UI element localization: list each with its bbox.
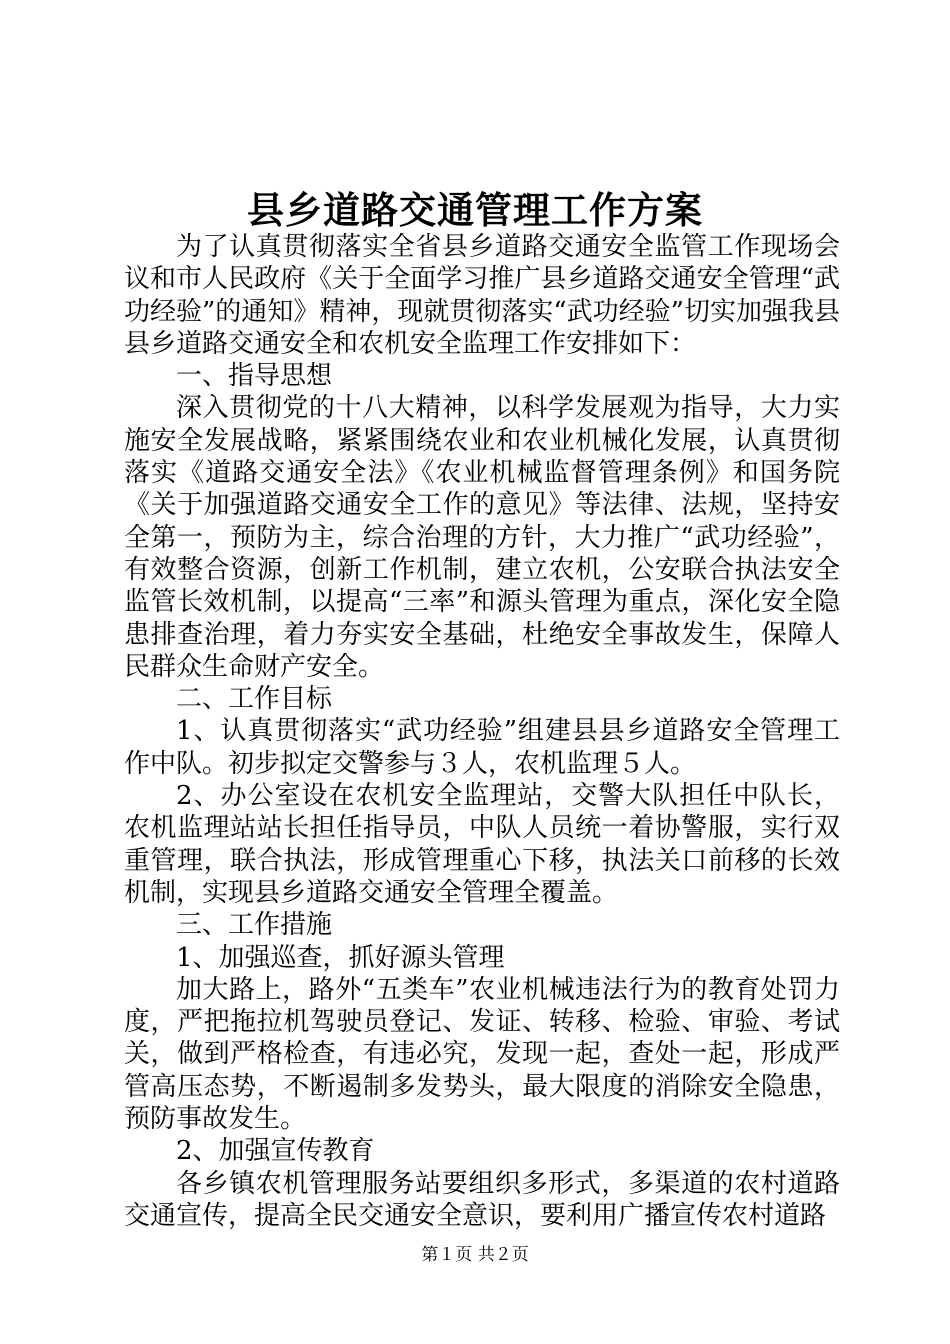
document-title: 县乡道路交通管理工作方案 [247,188,703,232]
body-paragraph: 各乡镇农机管理服务站要组织多形式，多渠道的农村道路交通宣传，提高全民交通安全意识，要利用广播宣传农村道路 [124,1168,840,1231]
goal-item-2: 2、办公室设在农机安全监理站，交警大队担任中队长，农机监理站站长担任指导员，中队人员统一着协警服，实行双重管理，联合执法，形成管理重心下移，执法关口前移的长效机制，实现县乡道路交通安全管理全覆盖。 [124,781,840,908]
body-paragraph: 深入贯彻党的十八大精神，以科学发展观为指导，大力实施安全发展战略，紧紧围绕农业和农业机械化发展，认真贯彻落实《道路交通安全法》《农业机械监督管理条例》和国务院《关于加强道路交通安全工作的意见》等法律、法规，坚持安全第一，预防为主，综合治理的方针，大力推广“武功经验”，有效整合资源，创新工作机制，建立农机，公安联合执法安全监管长效机制，以提高“三率”和源头管理为重点，深化安全隐患排查治理，着力夯实安全基础，杜绝安全事故发生，保障人民群众生命财产安全。 [124,393,840,682]
goal-item-1: 1、认真贯彻落实“武功经验”组建县县乡道路安全管理工作中队。初步拟定交警参与３人，农机监理５人。 [124,716,840,779]
body-paragraph: 加大路上，路外“五类车”农业机械违法行为的教育处罚力度，严把拖拉机驾驶员登记、发证、转移、检验、审验、考试关，做到严格检查，有违必究，发现一起，查处一起，形成严管高压态势，不断遏制多发势头，最大限度的消除安全隐患，预防事故发生。 [124,974,840,1135]
subheading-publicity: 2、加强宣传教育 [176,1136,375,1167]
page-number-footer: 第１页 共２页 [421,1245,529,1265]
document-body [124,231,840,1232]
subheading-patrol: 1、加强巡查，抓好源头管理 [176,942,505,973]
intro-paragraph: 为了认真贯彻落实全省县乡道路交通安全监管工作现场会议和市人民政府《关于全面学习推广县乡道路交通安全管理“武功经验”的通知》精神，现就贯彻落实“武功经验”切实加强我县县乡道路交通安全和农机安全监理工作安排如下： [124,232,840,359]
section-heading-work-measures: 三、工作措施 [176,910,333,941]
section-heading-work-goals: 二、工作目标 [176,684,333,715]
section-heading-guiding-ideology: 一、指导思想 [176,361,333,392]
